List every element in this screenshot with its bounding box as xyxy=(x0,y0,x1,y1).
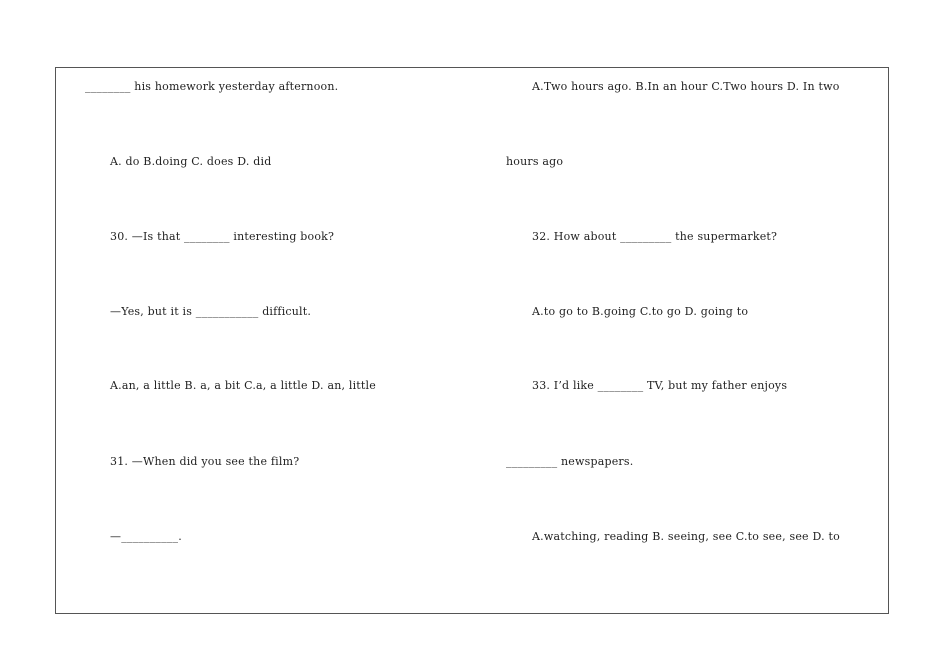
left-line-homework: ________ his homework yesterday afternoon. xyxy=(85,80,339,93)
left-line-options-29: A. do B.doing C. does D. did xyxy=(110,155,272,168)
right-line-options-31-a: A.Two hours ago. B.In an hour C.Two hours D. In two xyxy=(532,80,840,93)
left-line-question-31: 31. —When did you see the film? xyxy=(110,455,300,468)
left-line-answer-31: —__________. xyxy=(110,530,182,543)
left-line-options-30: A.an, a little B. a, a bit C.a, a little D. an, little xyxy=(110,379,376,392)
right-line-options-31-b: hours ago xyxy=(506,155,564,168)
left-line-answer-30: —Yes, but it is ___________ difficult. xyxy=(110,305,312,318)
right-line-question-33-a: 33. I’d like ________ TV, but my father enjoys xyxy=(532,379,788,392)
right-line-options-32: A.to go to B.going C.to go D. going to xyxy=(532,305,749,318)
right-line-options-33: A.watching, reading B. seeing, see C.to see, see D. to xyxy=(532,530,840,543)
right-line-question-33-b: _________ newspapers. xyxy=(506,455,634,468)
right-line-question-32: 32. How about _________ the supermarket? xyxy=(532,230,778,243)
left-line-question-30: 30. —Is that ________ interesting book? xyxy=(110,230,335,243)
